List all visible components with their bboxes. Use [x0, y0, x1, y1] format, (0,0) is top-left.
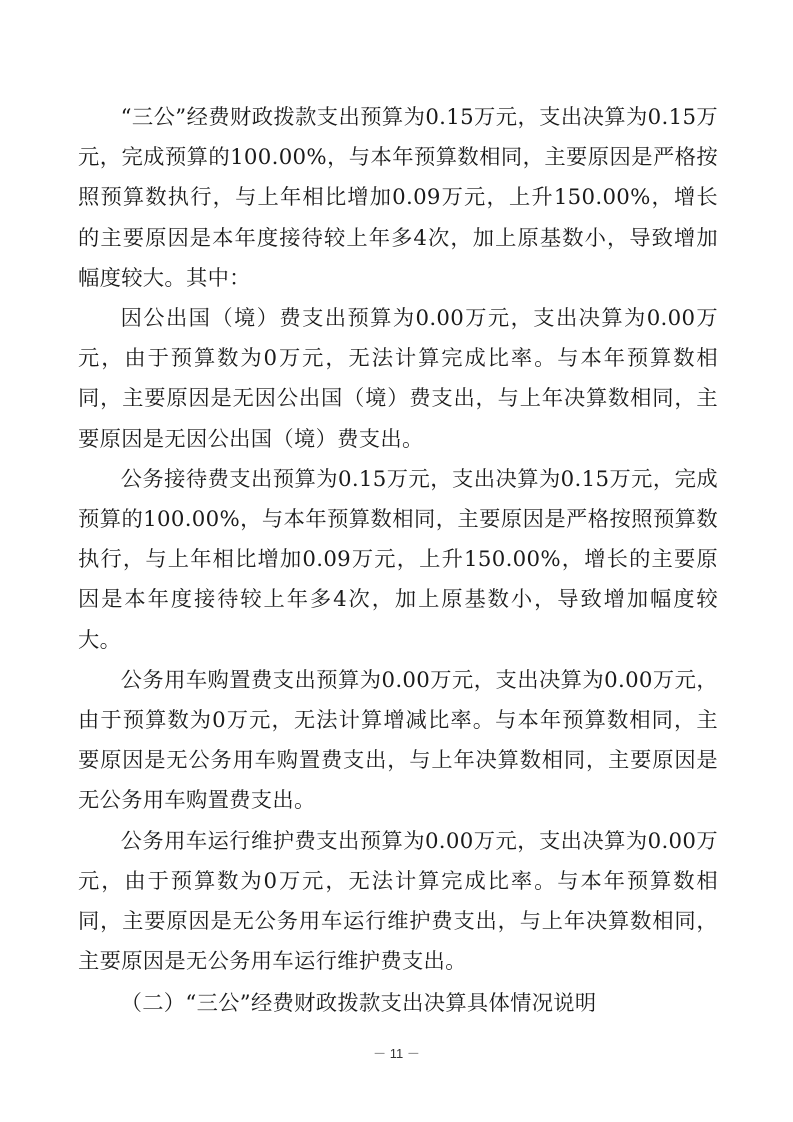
paragraph-vehicle-purchase-expenses: 公务用车购置费支出预算为0.00万元，支出决算为0.00万元，由于预算数为0万元，无法计算增减比率。与本年预算数相同，主要原因是无公务用车购置费支出，与上年决算数相同，主要原因是无公务用车购置费支出。	[78, 667, 718, 814]
page-number: － 11 －	[373, 1046, 420, 1061]
paragraph-vehicle-operation-expenses: 公务用车运行维护费支出预算为0.00万元，支出决算为0.00万元，由于预算数为0万元，无法计算完成比率。与本年预算数相同，主要原因是无公务用车运行维护费支出，与上年决算数相同，主要原因是无公务用车运行维护费支出。	[78, 828, 718, 975]
paragraph-overseas-travel-expenses: 因公出国（境）费支出预算为0.00万元，支出决算为0.00万元，由于预算数为0万元，无法计算完成比率。与本年预算数相同，主要原因是无因公出国（境）费支出，与上年决算数相同，主要原因是无因公出国（境）费支出。	[78, 306, 718, 452]
section-heading: （二）“三公”经费财政拨款支出决算具体情况说明	[120, 991, 597, 1017]
paragraph-official-reception-expenses: 公务接待费支出预算为0.15万元，支出决算为0.15万元，完成预算的100.00%，与本年预算数相同，主要原因是严格按照预算数执行，与上年相比增加0.09万元，上升150.00%，增长的主要原因是本年度接待较上年多4次，加上原基数小，导致增加幅度较大。	[78, 466, 718, 653]
document-body	[78, 98, 718, 1025]
paragraph-three-public-expenses-summary: “三公”经费财政拨款支出预算为0.15万元，支出决算为0.15万元，完成预算的100.00%，与本年预算数相同，主要原因是严格按照预算数执行，与上年相比增加0.09万元，上升150.00%，增长的主要原因是本年度接待较上年多4次，加上原基数小，导致增加幅度较大。其中：	[78, 105, 718, 291]
